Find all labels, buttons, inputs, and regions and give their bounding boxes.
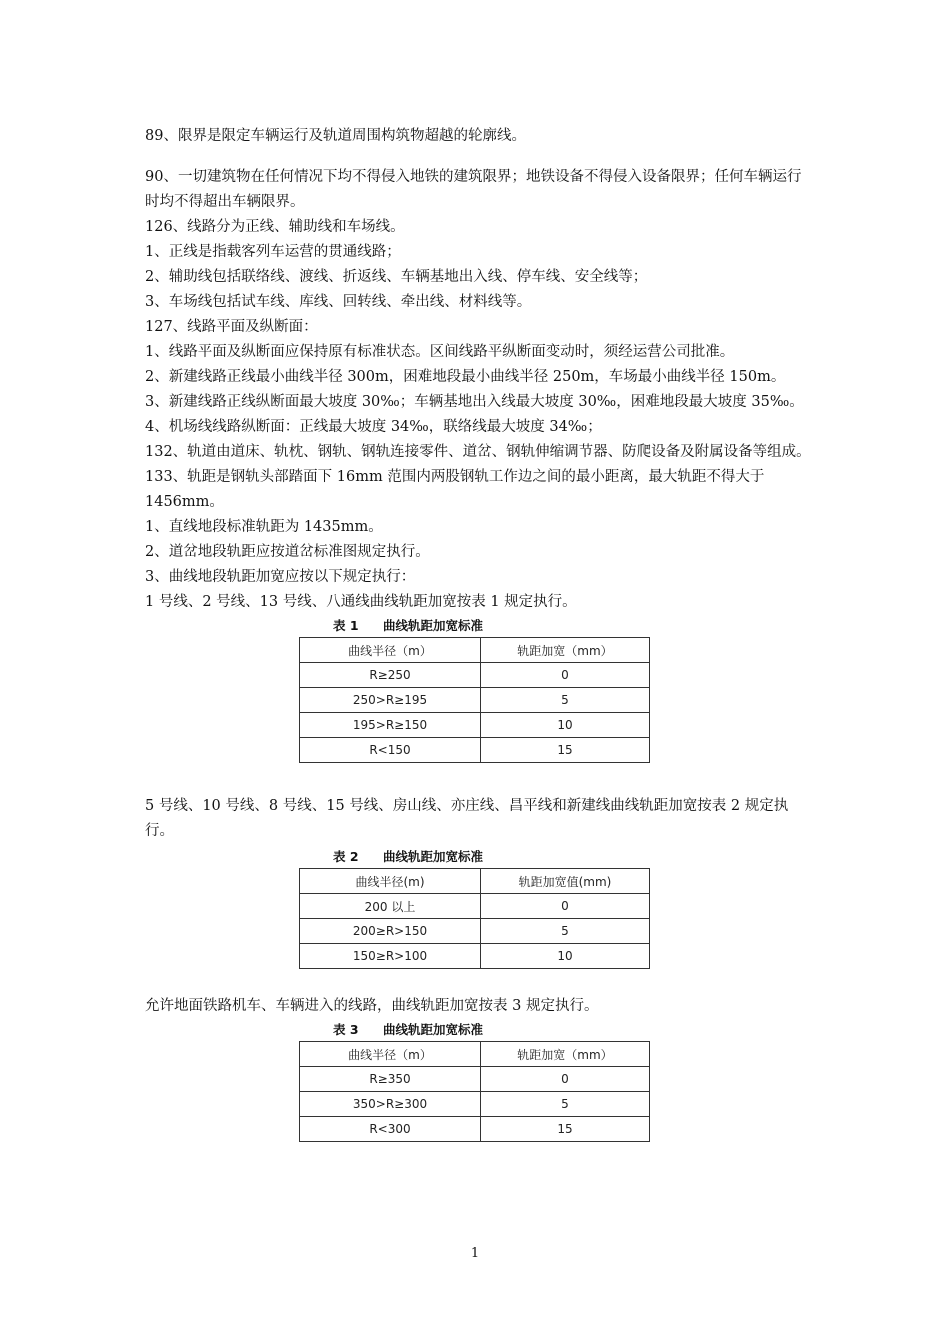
table-row [300,944,650,969]
table-cell: 200 以上 [300,894,481,919]
table-row [300,1117,650,1142]
table-cell: 195>R≥150 [300,713,481,738]
paragraph-table3-intro: 允许地面铁路机车、车辆进入的线路，曲线轨距加宽按表 3 规定执行。 [145,998,599,1014]
table1 [299,637,650,763]
table-cell: 250>R≥195 [300,688,481,713]
paragraph-127-1: 1、线路平面及纵断面应保持原有标准状态。区间线路平纵断面变动时，须经运营公司批准。 [145,344,735,360]
table-cell: R≥250 [300,663,481,688]
table-row [300,713,650,738]
table-cell: 5 [481,1092,650,1117]
paragraph-127: 127、线路平面及纵断面： [145,319,318,335]
table2-caption-number: 表 2 [333,849,359,864]
table-header-row [300,638,650,663]
paragraph-127-3: 3、新建线路正线纵断面最大坡度 30‰；车辆基地出入线最大坡度 30‰，困难地段最大坡度 35‰。 [145,394,804,410]
table-header-cell: 轨距加宽（mm） [481,638,650,663]
table-cell: 0 [481,663,650,688]
table3 [299,1041,650,1142]
table2 [299,868,650,969]
paragraph-133-2: 2、道岔地段轨距应按道岔标准图规定执行。 [145,544,430,560]
table-header-cell: 轨距加宽（mm） [481,1042,650,1067]
table-cell: 0 [481,1067,650,1092]
table-cell: 10 [481,944,650,969]
table-row [300,663,650,688]
table-cell: 350>R≥300 [300,1092,481,1117]
paragraph-127-4: 4、机场线线路纵断面：正线最大坡度 34‰，联络线最大坡度 34‰； [145,419,602,435]
table-row [300,919,650,944]
paragraph-133-3: 3、曲线地段轨距加宽应按以下规定执行： [145,569,416,585]
table-header-cell: 曲线半径（m） [300,1042,481,1067]
paragraph-table1-intro: 1 号线、2 号线、13 号线、八通线曲线轨距加宽按表 1 规定执行。 [145,594,577,610]
paragraph-90: 90、一切建筑物在任何情况下均不得侵入地铁的建筑限界；地铁设备不得侵入设备限界；任何车辆运行时均不得超出车辆限界。 [145,169,802,210]
paragraph-89: 89、限界是限定车辆运行及轨道周围构筑物超越的轮廓线。 [145,128,526,144]
page-content [145,124,815,1142]
table-row [300,1067,650,1092]
paragraph-126: 126、线路分为正线、辅助线和车场线。 [145,219,405,235]
table-cell: 10 [481,713,650,738]
table-cell: 5 [481,688,650,713]
table-cell: R<150 [300,738,481,763]
table-cell: 150≥R>100 [300,944,481,969]
paragraph-133-1: 1、直线地段标准轨距为 1435mm。 [145,519,383,535]
table-header-row [300,1042,650,1067]
paragraph-132: 132、轨道由道床、轨枕、钢轨、钢轨连接零件、道岔、钢轨伸缩调节器、防爬设备及附属设备等组成。 [145,444,811,460]
table3-caption [145,1019,815,1041]
table-row [300,1092,650,1117]
table-row [300,738,650,763]
paragraph-133: 133、轨距是钢轨头部踏面下 16mm 范围内两股钢轨工作边之间的最小距离，最大轨距不得大于 1456mm。 [145,469,765,510]
table1-caption-title: 曲线轨距加宽标准 [383,618,484,633]
table2-caption-title: 曲线轨距加宽标准 [383,849,484,864]
table-header-cell: 曲线半径（m） [300,638,481,663]
table-header-cell: 轨距加宽值(mm) [481,869,650,894]
table-cell: R<300 [300,1117,481,1142]
table3-caption-number: 表 3 [333,1022,359,1037]
table-cell: 0 [481,894,650,919]
paragraph-126-1: 1、正线是指载客列车运营的贯通线路； [145,244,401,260]
page-number: 1 [470,1246,480,1261]
table-cell: R≥350 [300,1067,481,1092]
paragraph-table2-intro: 5 号线、10 号线、8 号线、15 号线、房山线、亦庄线、昌平线和新建线曲线轨距加宽按表 2 规定执行。 [145,798,789,839]
table2-caption [145,846,815,868]
table1-caption [145,615,815,637]
table-header-row [300,869,650,894]
paragraph-126-3: 3、车场线包括试车线、库线、回转线、牵出线、材料线等。 [145,294,532,310]
paragraph-126-2: 2、辅助线包括联络线、渡线、折返线、车辆基地出入线、停车线、安全线等； [145,269,648,285]
table3-caption-title: 曲线轨距加宽标准 [383,1022,484,1037]
table-cell: 200≥R>150 [300,919,481,944]
paragraph-127-2: 2、新建线路正线最小曲线半径 300m，困难地段最小曲线半径 250m，车场最小曲线半径 150m。 [145,369,786,385]
table-row [300,894,650,919]
table-cell: 15 [481,1117,650,1142]
table-header-cell: 曲线半径(m) [300,869,481,894]
table-cell: 15 [481,738,650,763]
table1-caption-number: 表 1 [333,618,359,633]
table-cell: 5 [481,919,650,944]
table-row [300,688,650,713]
